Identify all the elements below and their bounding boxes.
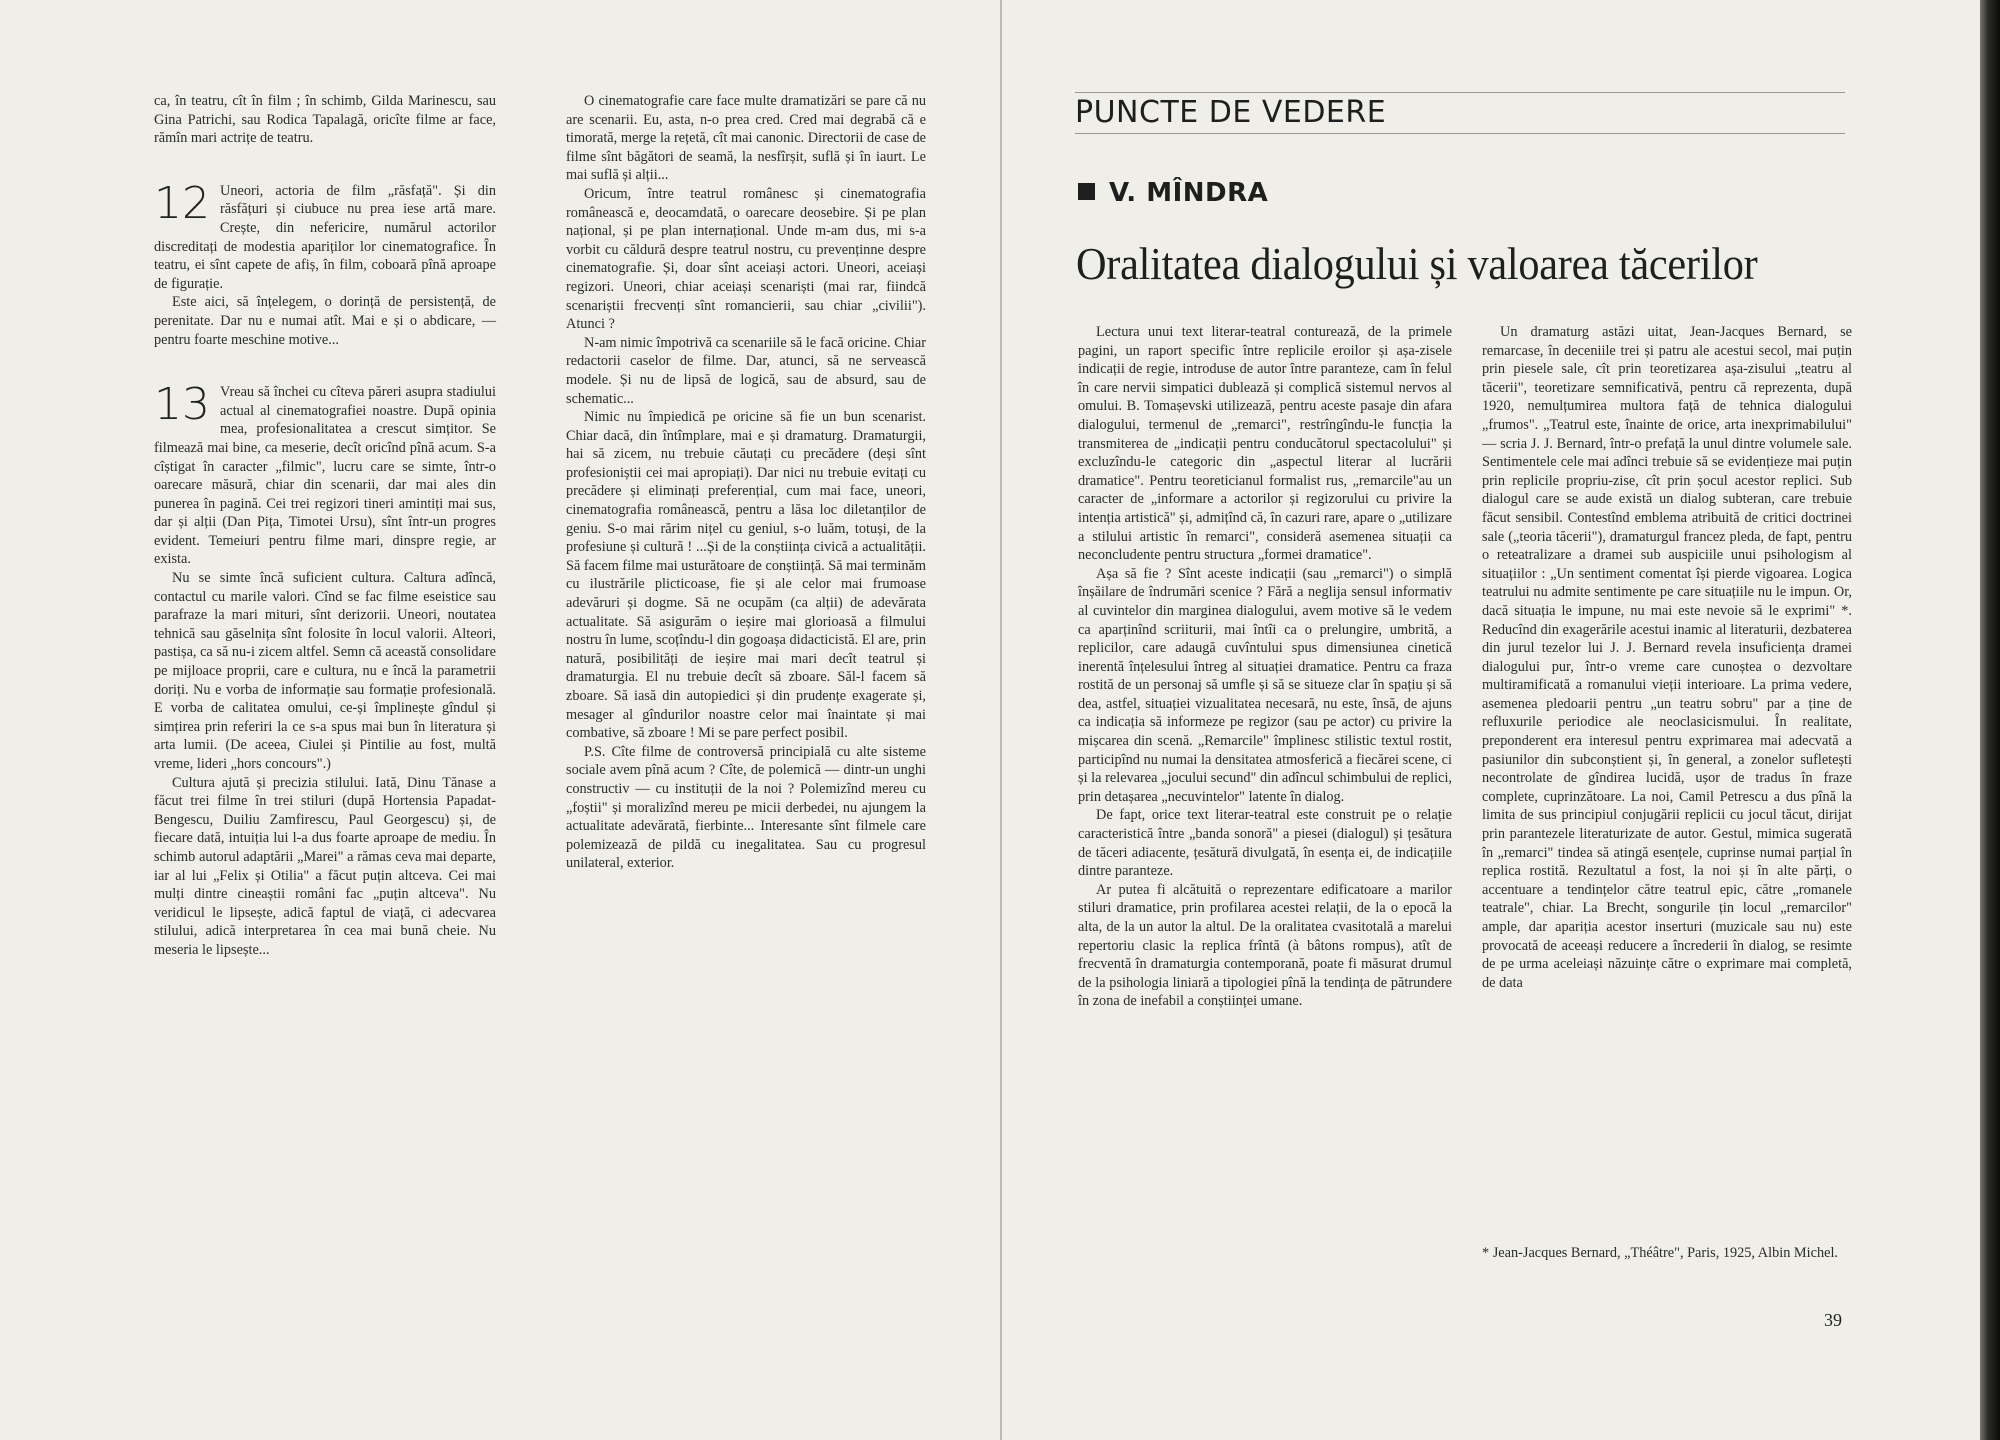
paragraph-text: Un dramaturg astăzi uitat, Jean-Jacques Bernard, se remarcase, în deceniile trei și patru ale acestui secol, mai puțin prin piesele sale, cît prin teoretizarea așa-zisului „teatru al tăcerii", teoretizare semnificativă, pentru că reprezenta, după 1920, nemulțumirea multora față de tehnica dialogului „frumos". „Teatrul este, înainte de orice, arta inexprimabilului" — scria J. J. Bernard, într-o prefață la unul dintre volumele sale. Sentimentele cele mai adînci trebuie să se evidențieze mai puțin prin replicile propriu-zise, cît prin șocul acestor replici. Sub dialogul care se aude există un dialog subteran, care trebuie făcut sensibil. Contestînd emblema atribuită de critici doctrinei sale („teoria tăcerii"), dramaturgul francez pleda, de fapt, pentru o reteatralizare a dramei sub auspiciile unui psihologism al situațiilor : „Un sentiment comentat își pierde vigoarea. Logica teatrului nu admite sentimente pe care situațiile nu le impun. Or, dacă situația le impune, nu mai este nevoie să le exprimi" *. Reducînd din exagerările acestui inamic al literaturii, dezbaterea din jurul tezelor lui J. J. Bernard revela insuficiența dramei dialogului pur, într-o vreme care cunoștea o dezvoltare multiramificată a romanului vieții interioare. La prima vedere, asemenea pledoarii pentru „un teatru sobru" par a ține de refluxurile periodice ale neoclasicismului. În realitate, preponderent era interesul pentru exprimarea mai adecvată a pasiunilor din subconștient și, în general, a zonelor sufletești necontrolate de gîndirea lucidă, ușor de tradus în fraze complete, cuprinzătoare. La noi, Camil Petrescu a dus pînă la limita de sus principiul conjugării replicii cu jocul tăcut, dirijat prin parantezele literaturizate de autor. Gestul, mimica sugerată în „remarci" tindea să atingă esențele, cuprinse numai parțial în replica rostită. Rezultatul a fost, la noi și în alte părți, o accentuare a tendințelor către teatrul epic, către „romanele teatrale", chiar. La Brecht, songurile țin locul „remarcilor" ample, dar apariția acestor inserturi (muzicale sau nu) este provocată de aceeași reducere a încrederii în dialog, se resimte de pe urma aceleiași năzuințe către o exprimare mai completă, de data xyxy=(1482,324,1852,991)
author-name xyxy=(1078,178,1268,208)
postscript: P.S. Cîte filme de controversă principială cu alte sisteme sociale avem pînă acum ? Cîte, de polemică — dintr-un unghi constructiv — cu instituții de la noi ? Polemizînd mereu cu „foștii" și moralizînd mereu pe micii derbedei, nu ajungem la actualitate adevărată, fierbinte... Interesante sînt filmele care polemizează de pildă cu inegalitatea. Sau cu progresul unilateral, exterior. xyxy=(566,743,926,872)
book-edge xyxy=(1980,0,2000,1440)
paragraph-text: Vreau să închei cu cîteva păreri asupra stadiului actual al cinematografiei noastre. După opinia mea, profesionalitatea a crescut simțitor. Se filmează mai bine, ca meserie, decît oricînd pînă acum. S-a cîștigat în caracter „filmic", lucru care se simte, într-o oarecare măsură, chiar din scenarii, dar mai ales din punerea în pagină. Cei trei regizori tineri amintiți mai sus, dar și alții (Dan Pița, Timotei Ursu), sînt într-un progres evident. Temeiuri pentru filme mari, dinspre regie, ar exista. xyxy=(154,384,496,568)
paragraph-text: Oricum, între teatrul românesc și cinematografia românească e, deocamdată, o oarecare deosebire. Și pe plan național, și pe plan internațional. Unde m-am dus, mi s-a vorbit cu căldură despre teatrul nostru, cu prevenținne despre cinematografie. Și, doar sînt aceiași actori. Uneori, aceiași regizori. Uneori, chiar aceiași scenariști (mai rar, fiindcă scenariștii frecvenți sînt romancierii, sau chiar „civilii"). Atunci ? xyxy=(566,185,926,333)
paragraph-text: Nu se simte încă suficient cultura. Caltura adîncă, contactul cu marile valori. Cînd se fac filme eseistice sau parafraze la mari mituri, sînt derizorii. Uneori, noutatea tehnică sau găselnița sînt folosite în locul valorii. Alteori, pastișa, ca să nu-i zicem altfel. Semn că aceastǎ consolidare pe mijloace proprii, care e cultura, nu e încă la parametrii doriți. Nu e vorba de informație sau formație profesională. E vorba de calitatea omului, ce-și împlinește gîndul și simțirea prin referiri la ce s-a spus mai bun în literatura și arta lumii. (De aceea, Ciulei și Pintilie au fost, multă vreme, lideri „hors concours".) xyxy=(154,570,496,772)
page-number: 39 xyxy=(1824,1310,1842,1330)
left-column-2 xyxy=(566,92,926,873)
paragraph-number: 13 xyxy=(154,379,210,431)
footnote: * Jean-Jacques Bernard, „Théâtre", Paris, 1925, Albin Michel. xyxy=(1482,1245,1839,1261)
paragraph-text: Este aici, să înțelegem, o dorință de persistență, de perenitate. Dar nu e numai atît. Mai e și o abdicare, — pentru foarte meschine motive... xyxy=(154,294,496,348)
paragraph-text: Ar putea fi alcătuită o reprezentare edificatoare a marilor stiluri dramatice, prin profilarea acestei relații, de la o epocă la alta, de la un autor la altul. De la oralitatea cvasitotală a marelui repertoriu clasic la replica frîntă (à bâtons rompus), atît de frecventă în dramaturgia contemporană, poate fi măsurat drumul de la psihologia liniară a tipologiei pînă la tendința de pătrundere în zona de inefabil a conștiinței umane. xyxy=(1078,881,1452,1010)
paragraph-text: De fapt, orice text literar-teatral este construit pe o relație caracteristică între „banda sonoră" a piesei (dialogul) și țesătura de tăceri adiacente, țesătură divulgată, în esența ei, de indicațiile dintre paranteze. xyxy=(1078,807,1452,880)
paragraph-text: Cultura ajută și precizia stilului. Iată, Dinu Tănase a făcut trei filme în trei stiluri (după Hortensia Papadat-Bengescu, Duiliu Zamfirescu, Paul Georgescu) și, de fiecare dată, intuiția lui l-a dus foarte aproape de mediu. În schimb autorul adaptării „Marei" a rămas ceva mai departe, iar al lui „Felix și Otilia" a făcut puțin altceva. Cei mai mulți dintre cineaștii români fac „puțin altceva". Nu veridicul le lipsește, adică faptul de viață, ci adecvarea stilului, adică interpretarea în cea mai bună cheie. Nu meseria le lipsește... xyxy=(154,774,496,958)
paragraph-text: Lectura unui text literar-teatral conturează, de la primele pagini, un raport specific între replicile eroilor și așa-zisele indicații de regie, introduse de autor între paranteze, cam în felul în care nervii simpatici dublează și complică sistemul nervos al omului. B. Tomașevski utilizează, pentru aceste pasaje din afara dialogului, termenul de „remarci", restrîngîndu-le funcția la transmiterea de „indicații pentru conducătorul spectacolului" și excluzîndu-le categoric din „aspectul literar al lucrării dramatice". Pentru teoreticianul formalist rus, „remarcile"au un caracter de „informare a actorilor și regizorului cu privire la intenția artistică" și, admițînd că, în cazuri rare, apare o „utilizare a stilului artistic în remarci", consideră asemenea situații ca neconcludente pentru structura „formei dramatice". xyxy=(1078,324,1452,564)
paragraph-text: Nimic nu împiedică pe oricine să fie un bun scenarist. Chiar dacă, din întîmplare, mai e și dramaturg. Dramaturgii, hai să zicem, nu trebuie căutați cu precădere (deși sînt profesioniștii cei mai apropiați). Dar nici nu trebuie evitați cu precădere și eliminați preferențial, cum mai face, uneori, cinematografia românească, pentru a lăsa loc diletanților de geniu. S-o mai rărim nițel cu geniul, s-o luăm, totuși, de la profesiune și cultură ! ...Și de la conștiința civică a actualității. Să facem filme mai usturătoare de conștiință. Să mai terminăm cu ilustrările plicticoase, fie și ale celor mai frumoase adevăruri și dogme. Să ne ocupăm (ca alții) de adevărata actualitate. Să asigurăm o ieșire mai glorioasă a filmului nostru în lume, scoțîndu-l din gogoașa didacticistă. El are, prin natură, posibilități de ieșire mai mari decît teatrul și dramaturgia. El nu trebuie decît să zboare. Săl-l facem să zboare. Să iasă din autopiedici și din prudențe exagerate și, mesager al gîndurilor noastre celor mai înaintate și mai combative, să zboare ! Mi se pare perfect posibil. xyxy=(566,409,926,742)
numbered-paragraph-12 xyxy=(154,177,496,349)
article-title: Oralitatea dialogului și valoarea tăcerilor xyxy=(1076,238,1758,289)
paragraph-number: 12 xyxy=(154,177,210,229)
square-bullet-icon xyxy=(1078,183,1095,200)
author-text: V. MÎNDRA xyxy=(1109,178,1269,208)
paragraph-text: Uneori, actoria de film „răsfață". Și din răsfățuri și ciubuce nu prea iese artă mare. Crește, din nefericire, numărul actorilor discreditați de modestia apariților lor cinematografice. În teatru, ei sînt capete de afiș, în film, coboară pînă aproape de figurație. xyxy=(154,182,496,292)
intro-paragraph: ca, în teatru, cît în film ; în schimb, Gilda Marinescu, sau Gina Patrichi, sau Rodica Tapalagă, oricîte filme ar face, rămîn mari actrițe de teatru. xyxy=(154,93,496,147)
left-column-1 xyxy=(154,92,496,960)
section-heading: PUNCTE DE VEDERE xyxy=(1075,92,1845,134)
paragraph-text: Așa să fie ? Sînt aceste indicații (sau „remarci") o simplă înșăilare de îndrumări scenice ? Fără a neglija sensul informativ al cuvintelor din marginea dialogului, avem motive să le vedem ca aparținînd scriiturii, mai întîi ca o prelungire, umbrită, a replicilor, care adaugă cuvîntului spus dimensiunea cinetică inerentă înțelesului întreg al situației dramatice. Pentru ca fraza rostită de un personaj să umfle și să se situeze clar în spațiu și să dea, astfel, situației vizualitatea necesară, nu este, însă, de ajuns ca indicația să informeze pe regizor (sau pe actor) cu privire la mișcarea din scenă. „Remarcile" împlinesc stilistic textul rostit, participînd nu numai la densitatea atmosferică a fiecărei scene, ci și la relevarea „jocului secund" din adîncul schimbului de replici, prin detașarea „necuvintelor" latente în dialog. xyxy=(1078,565,1452,805)
numbered-paragraph-13 xyxy=(154,379,496,959)
right-column-1 xyxy=(1078,323,1452,1011)
paragraph-text: O cinematografie care face multe dramatizări se pare că nu are scenarii. Eu, asta, n-o prea cred. Cred mai degrabă că e timorată, merge la rețetă, cît mai canonic. Directorii de case de filme sînt băgători de seamă, la nesfîrșit, suflă și în iaurt. Le mai suflă și alții... xyxy=(566,93,926,184)
right-column-2 xyxy=(1482,323,1852,992)
paragraph-text: N-am nimic împotrivă ca scenariile să le facă oricine. Chiar redactorii caselor de filme. Dar, atunci, să ne servească modele. Și nu de lipsă de logică, sau de absurd, sau de schematic... xyxy=(566,334,926,407)
